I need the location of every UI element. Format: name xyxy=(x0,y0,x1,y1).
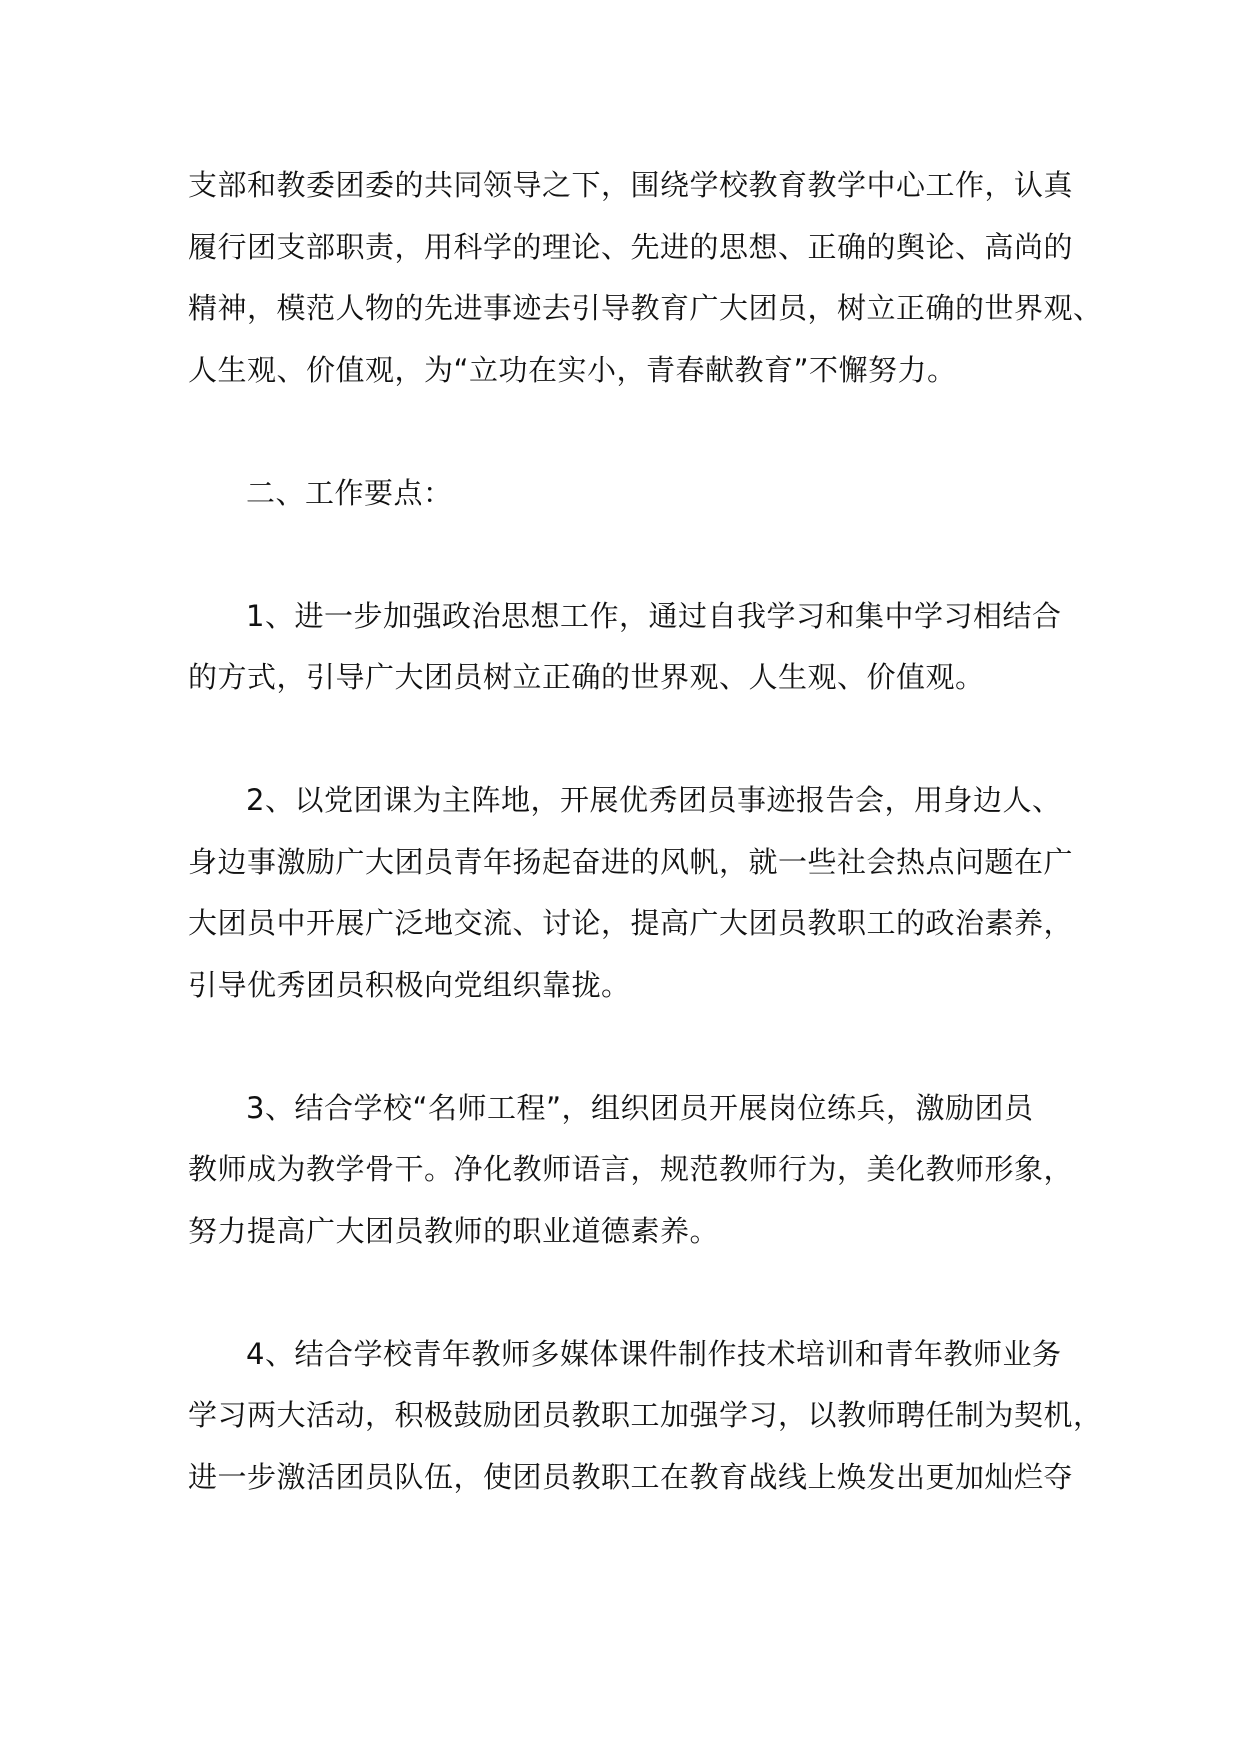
paragraph-spacer xyxy=(188,1016,1058,1078)
paragraph-spacer xyxy=(188,1262,1058,1324)
point-1-paragraph xyxy=(188,586,1062,709)
section-heading xyxy=(188,463,1058,525)
document-body xyxy=(188,155,1103,1508)
paragraph-line: 大团员中开展广泛地交流、讨论，提高广大团员教职工的政治素养， xyxy=(188,906,1074,940)
paragraph-line: 的方式，引导广大团员树立正确的世界观、人生观、价值观。 xyxy=(188,660,985,694)
paragraph-line: 支部和教委团委的共同领导之下，围绕学校教育教学中心工作，认真 xyxy=(188,168,1074,202)
paragraph-line: 教师成为教学骨干。净化教师语言，规范教师行为，美化教师形象， xyxy=(188,1152,1074,1186)
paragraph-line: 2、以党团课为主阵地，开展优秀团员事迹报告会，用身边人、 xyxy=(246,783,1062,817)
paragraph-line: 3、结合学校“名师工程”，组织团员开展岗位练兵，激励团员 xyxy=(246,1090,1034,1125)
paragraph-line: 引导优秀团员积极向党组织靠拢。 xyxy=(188,967,631,1002)
paragraph-line: 4、结合学校青年教师多媒体课件制作技术培训和青年教师业务 xyxy=(246,1336,1062,1371)
paragraph-line: 精神，模范人物的先进事迹去引导教育广大团员，树立正确的世界观、 xyxy=(188,291,1103,325)
paragraph-line: 学习两大活动，积极鼓励团员教职工加强学习，以教师聘任制为契机， xyxy=(188,1398,1103,1432)
paragraph-spacer xyxy=(188,709,1058,771)
point-4-paragraph xyxy=(188,1324,1103,1509)
paragraph-line: 人生观、价值观，为“立功在实小，青春献教育”不懈努力。 xyxy=(188,352,957,387)
paragraph-spacer xyxy=(188,401,1058,463)
paragraph-line: 1、进一步加强政治思想工作，通过自我学习和集中学习相结合 xyxy=(246,598,1062,633)
paragraph-spacer xyxy=(188,524,1058,586)
point-3-paragraph xyxy=(188,1078,1074,1263)
intro-paragraph xyxy=(188,155,1103,401)
paragraph-line: 身边事激励广大团员青年扬起奋进的风帆，就一些社会热点问题在广 xyxy=(188,844,1074,879)
paragraph-line: 进一步激活团员队伍，使团员教职工在教育战线上焕发出更加灿烂夺 xyxy=(188,1459,1074,1494)
paragraph-line: 努力提高广大团员教师的职业道德素养。 xyxy=(188,1213,720,1248)
section-heading-text: 二、工作要点： xyxy=(246,475,453,510)
point-2-paragraph xyxy=(188,770,1074,1016)
paragraph-line: 履行团支部职责，用科学的理论、先进的思想、正确的舆论、高尚的 xyxy=(188,229,1074,264)
